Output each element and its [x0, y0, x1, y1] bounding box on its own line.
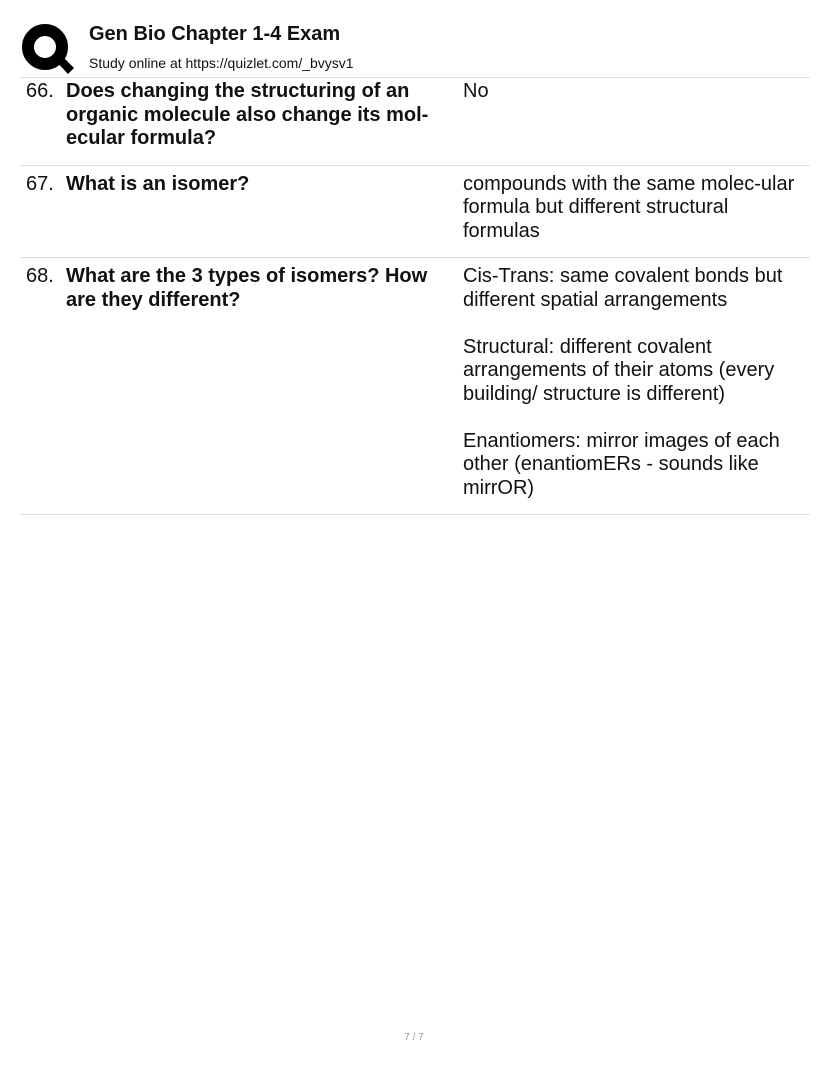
definition-paragraph: Cis-Trans: same covalent bonds but different spatial arrangements: [463, 265, 783, 311]
set-url: Study online at https://quizlet.com/_bvysv1: [89, 55, 354, 71]
card-number: 68.: [26, 265, 54, 287]
card-number: 66.: [26, 80, 54, 102]
card-term: What is an isomer?: [66, 172, 250, 195]
set-title: Gen Bio Chapter 1-4 Exam: [89, 23, 341, 45]
definition-paragraph: Enantiomers: mirror images of each other (enantiomERs - sounds like mirrOR): [463, 429, 780, 499]
quizlet-logo-icon: [20, 22, 74, 76]
definition-paragraph: No: [463, 80, 489, 102]
card-row: [20, 258, 810, 515]
card-definition: [463, 80, 803, 151]
card-list: [20, 78, 810, 515]
definition-paragraph: Structural: different covalent arrangements of their atoms (every building/ structure is different): [463, 335, 775, 405]
page-header: [20, 18, 810, 76]
definition-paragraph: compounds with the same molec-ular formula but different structural formulas: [463, 172, 795, 242]
card-term: Does changing the structuring of an organic molecule also change its mol-ecular formula?: [66, 80, 429, 149]
card-definition: [463, 173, 803, 244]
card-row: [20, 78, 810, 166]
card-term: What are the 3 types of isomers? How are they different?: [66, 265, 428, 311]
card-definition: [463, 265, 803, 500]
card-number: 67.: [26, 172, 54, 195]
card-row: [20, 166, 810, 259]
page-number: 7 / 7: [404, 1032, 424, 1043]
